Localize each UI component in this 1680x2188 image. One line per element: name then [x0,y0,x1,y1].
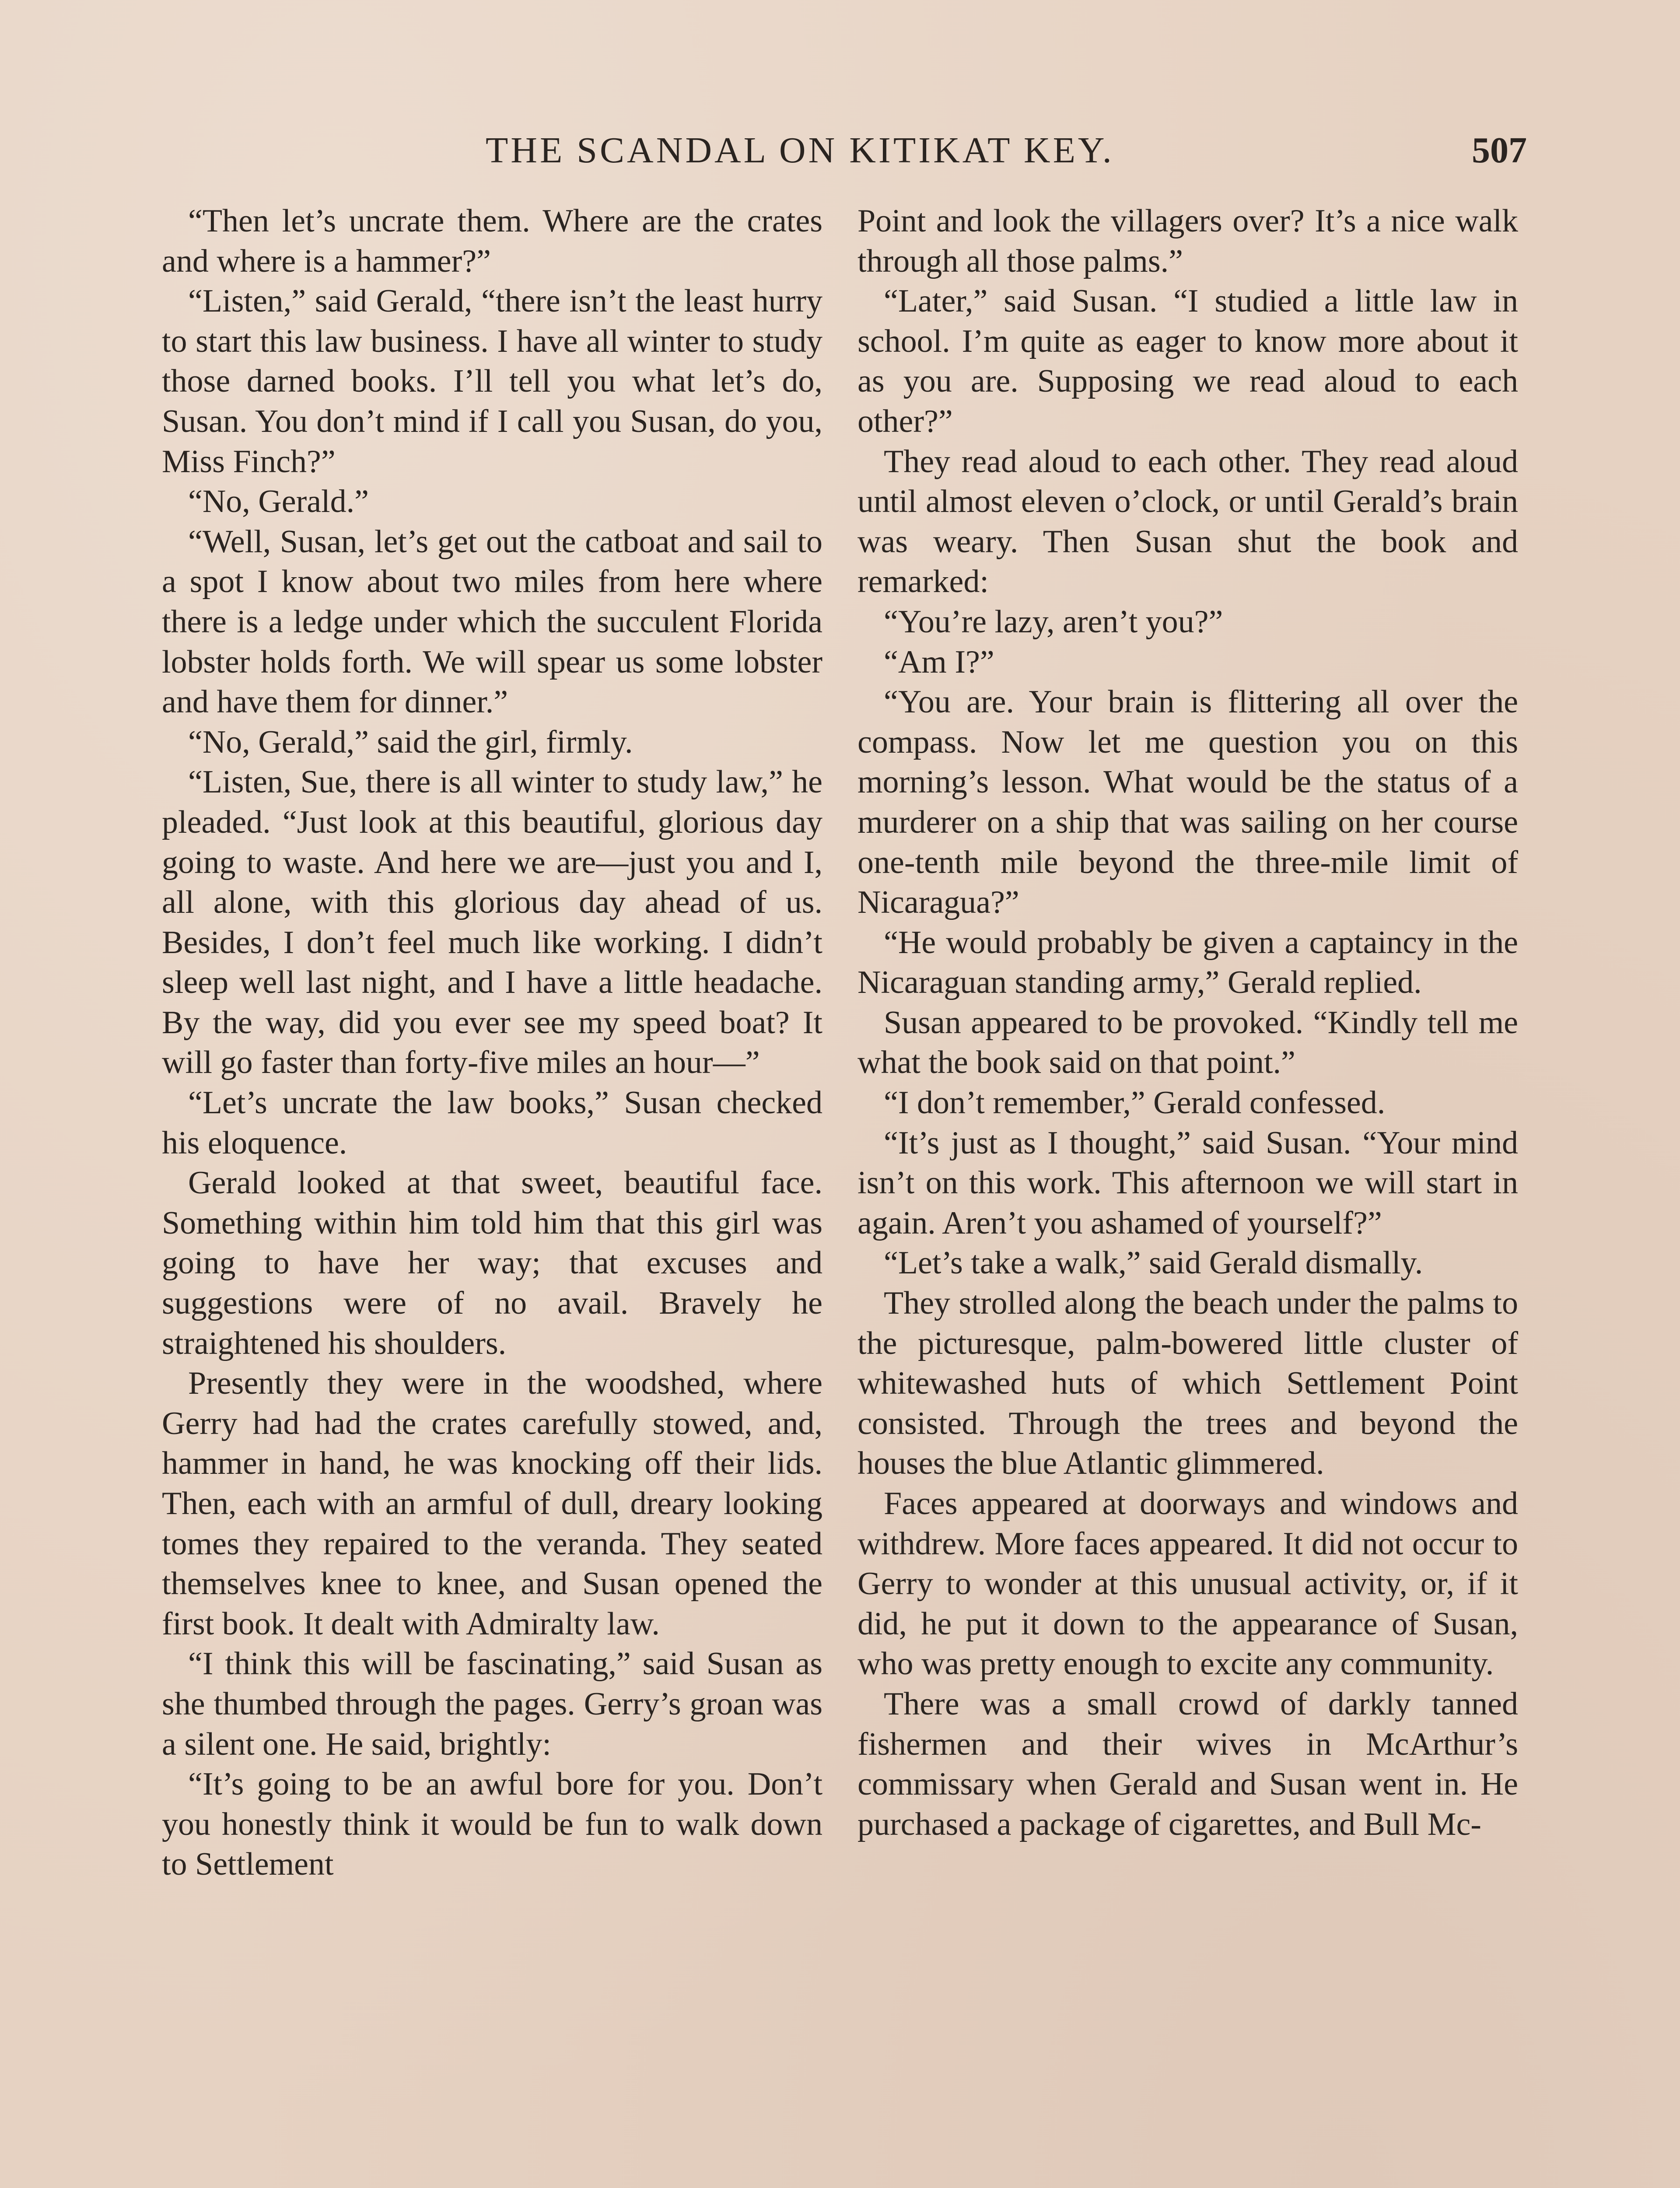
paragraph: “It’s going to be an awful bore for you. Don’t you honestly think it would be fun to walk down to Settlement [162,1766,822,1883]
paragraph: “I don’t remember,” Gerald confessed. [884,1085,1386,1121]
paragraph: Susan appeared to be provoked. “Kindly tell me what the book said on that point.” [858,1004,1518,1081]
paragraph: There was a small crowd of darkly tanned fishermen and their wives in McArthur’s commissary when Gerald and Susan went in. He purchased a package of cigarettes, and Bull Mc- [858,1686,1518,1842]
paragraph: “No, Gerald.” [188,484,369,520]
paragraph: “No, Gerald,” said the girl, firmly. [188,724,633,760]
paragraph: They read aloud to each other. They read aloud until almost eleven o’clock, or until Gerald’s brain was weary. Then Susan shut the book and remarked: [858,443,1518,600]
paragraph: “Listen, Sue, there is all winter to study law,” he pleaded. “Just look at this beautiful, glorious day going to waste. And here we are—just you and I, all alone, with this glorious day ahead of us. Besides, I don’t feel much like working. I didn’t sleep well last night, and I have a little headache. By the way, did you ever see my speed boat? It will go faster than forty-five miles an hour—” [162,764,822,1081]
right-column [858,201,1518,1844]
paragraph: They strolled along the beach under the palms to the picturesque, palm-bowered little cluster of whitewashed huts of which Settlement Point consisted. Through the trees and beyond the houses the blue Atlantic glimmered. [858,1285,1518,1482]
paragraph: Gerald looked at that sweet, beautiful face. Something within him told him that this girl was going to have her way; that excuses and suggestions were of no avail. Bravely he straightened his shoulders. [162,1165,822,1361]
paragraph: “Well, Susan, let’s get out the catboat and sail to a spot I know about two miles from here where there is a ledge under which the succulent Florida lobster holds forth. We will spear us some lobster and have them for dinner.” [162,523,822,720]
paragraph: Point and look the villagers over? It’s a nice walk through all those palms.” [858,203,1518,279]
paragraph: “Let’s take a walk,” said Gerald dismally. [884,1245,1423,1281]
paragraph: “Then let’s uncrate them. Where are the crates and where is a hammer?” [162,203,822,279]
paragraph: “Am I?” [884,644,994,680]
left-column [162,201,822,1885]
running-head-title: THE SCANDAL ON KITIKAT KEY. [486,130,1114,171]
paragraph: “You’re lazy, aren’t you?” [884,603,1223,640]
paragraph: Presently they were in the woodshed, where Gerry had had the crates carefully stowed, and, hammer in hand, he was knocking off their lids. Then, each with an armful of dull, dreary looking tomes they repaired to the veranda. They seated themselves knee to knee, and Susan opened the first book. It dealt with Admiralty law. [162,1365,822,1642]
paragraph: “He would probably be given a captaincy in the Nicaraguan standing army,” Gerald replied. [858,924,1518,1001]
paragraph: “You are. Your brain is flittering all over the compass. Now let me question you on this morning’s lesson. What would be the status of a murderer on a ship that was sailing on her course one-tenth mile beyond the three-mile limit of Nicaragua?” [858,684,1518,921]
page-number: 507 [1472,130,1527,171]
paragraph: “I think this will be fascinating,” said Susan as she thumbed through the pages. Gerry’s groan was a silent one. He said, brightly: [162,1646,822,1762]
paragraph: “Later,” said Susan. “I studied a little law in school. I’m quite as eager to know more about it as you are. Supposing we read aloud to each other?” [858,283,1518,439]
paragraph: “It’s just as I thought,” said Susan. “Your mind isn’t on this work. This afternoon we will start in again. Aren’t you ashamed of yourself?” [858,1125,1518,1241]
paragraph: “Listen,” said Gerald, “there isn’t the least hurry to start this law business. I have all winter to study those darned books. I’ll tell you what let’s do, Susan. You don’t mind if I call you Susan, do you, Miss Finch?” [162,283,822,480]
paragraph: Faces appeared at doorways and windows and withdrew. More faces appeared. It did not occur to Gerry to wonder at this unusual activity, or, if it did, he put it down to the appearance of Susan, who was pretty enough to excite any community. [858,1486,1518,1682]
page-header [162,129,1527,177]
paragraph: “Let’s uncrate the law books,” Susan checked his eloquence. [162,1085,822,1161]
